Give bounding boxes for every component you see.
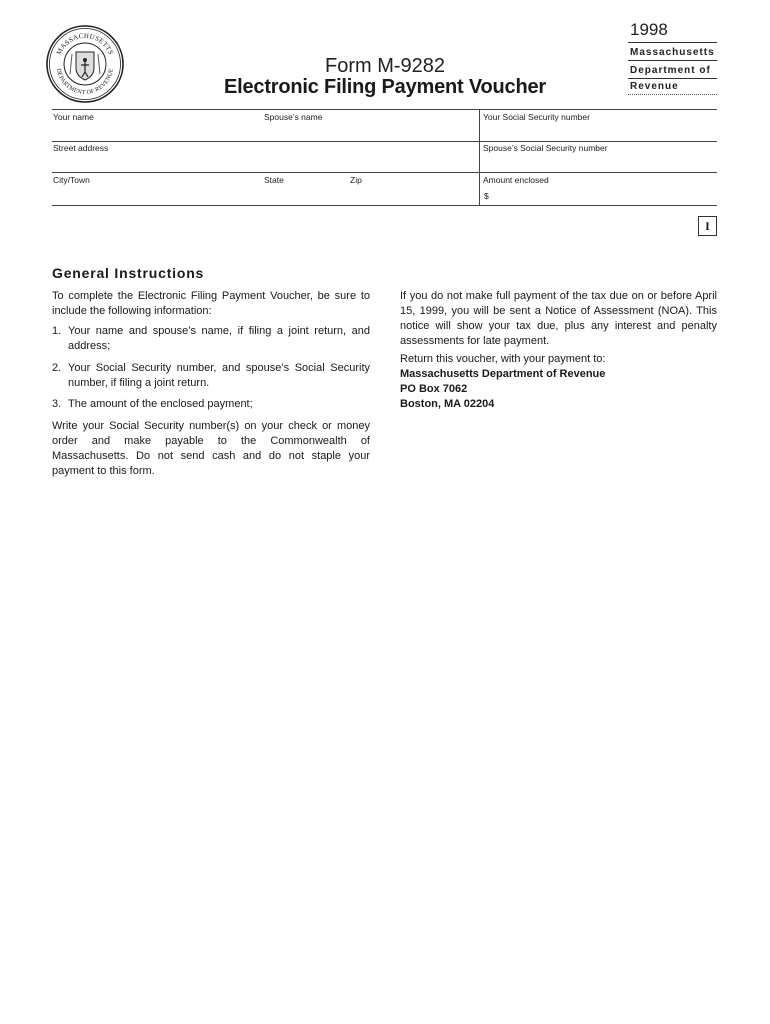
mailing-address-line-3: Boston, MA 02204 xyxy=(400,398,495,410)
check-instructions: Write your Social Security number(s) on your check or money order and make payable to the Commonwealth of Massachusetts. Do not send cash and do not staple your payment to this form. xyxy=(52,420,370,477)
instructions-intro: To complete the Electronic Filing Payment Voucher, be sure to include the following information: xyxy=(52,290,370,317)
list-item xyxy=(52,324,370,354)
list-item xyxy=(52,361,370,391)
form-code-box: I xyxy=(698,216,717,236)
seal-top-text: MASSACHUSETTS xyxy=(54,31,116,57)
divider xyxy=(628,94,717,95)
dollar-sign: $ xyxy=(484,191,489,201)
list-item-number: 3. xyxy=(52,398,62,410)
spouse-ssn-field[interactable]: Spouse’s Social Security number xyxy=(483,143,608,153)
spouse-name-field[interactable]: Spouse’s name xyxy=(264,112,323,122)
form-row-divider xyxy=(52,172,717,173)
department-seal xyxy=(45,24,125,104)
list-item-number: 1. xyxy=(52,325,62,337)
zip-field[interactable]: Zip xyxy=(350,175,362,185)
dept-name-line-2: Department of xyxy=(630,65,711,76)
mailing-address-line-2: PO Box 7062 xyxy=(400,383,468,395)
your-ssn-field[interactable]: Your Social Security number xyxy=(483,112,590,122)
form-column-divider xyxy=(479,109,480,205)
list-item-text: Your Social Security number, and spouse’s Social Security number, if filing a joint return. xyxy=(68,362,370,389)
your-name-field[interactable]: Your name xyxy=(53,112,94,122)
list-item xyxy=(52,397,370,412)
form-title: Electronic Filing Payment Voucher xyxy=(224,76,546,98)
form-number: Form M-9282 xyxy=(324,55,446,77)
noa-notice: If you do not make full payment of the tax due on or before April 15, 1999, you will be sent a Notice of Assessment (NOA). This notice will show your tax due, plus any interest and penalty assessments for late payment. xyxy=(400,290,717,347)
divider xyxy=(628,78,717,79)
amount-enclosed-field[interactable]: Amount enclosed xyxy=(483,175,549,185)
tax-year: 1998 xyxy=(630,20,668,39)
seal-bottom-text: DEPARTMENT OF REVENUE xyxy=(55,68,115,97)
state-field[interactable]: State xyxy=(264,175,284,185)
list-item-text: Your name and spouse’s name, if filing a joint return, and address; xyxy=(68,325,370,352)
form-border-bottom xyxy=(52,205,717,206)
list-item-number: 2. xyxy=(52,362,62,374)
mailing-address-line-1: Massachusetts Department of Revenue xyxy=(400,368,606,380)
form-border-top xyxy=(52,109,717,110)
dept-name-line-1: Massachusetts xyxy=(630,47,715,58)
instructions-title: General Instructions xyxy=(52,265,205,281)
form-row-divider xyxy=(52,141,717,142)
divider xyxy=(628,60,717,61)
list-item-text: The amount of the enclosed payment; xyxy=(68,398,253,410)
street-address-field[interactable]: Street address xyxy=(53,143,109,153)
city-town-field[interactable]: City/Town xyxy=(53,175,90,185)
divider xyxy=(628,42,717,43)
return-instructions: Return this voucher, with your payment to: xyxy=(400,353,606,365)
dept-name-line-3: Revenue xyxy=(630,81,679,92)
